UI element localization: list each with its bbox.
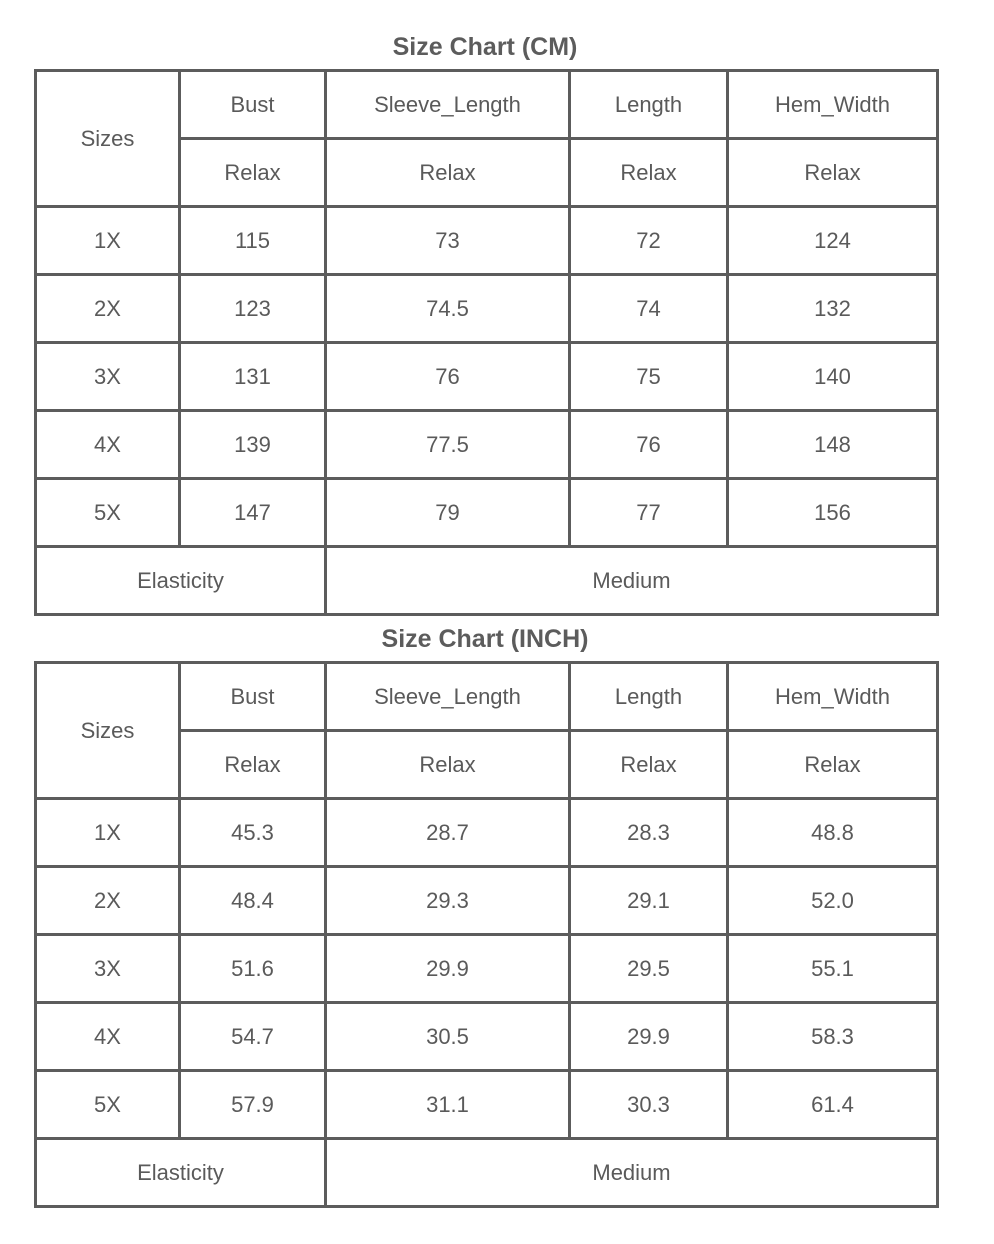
subheader-sleeve-length: Relax bbox=[327, 732, 571, 800]
column-header-bust: Bust bbox=[181, 664, 327, 732]
bust-cell: 51.6 bbox=[181, 936, 327, 1004]
table-row bbox=[37, 1004, 939, 1072]
table-row bbox=[37, 208, 939, 276]
length-cell: 28.3 bbox=[571, 800, 729, 868]
header-row bbox=[37, 664, 939, 732]
size-cell: 1X bbox=[37, 800, 181, 868]
length-cell: 29.9 bbox=[571, 1004, 729, 1072]
sleeve-length-cell: 74.5 bbox=[327, 276, 571, 344]
table-row bbox=[37, 276, 939, 344]
sizes-header: Sizes bbox=[37, 72, 181, 208]
length-cell: 29.1 bbox=[571, 868, 729, 936]
size-cell: 4X bbox=[37, 1004, 181, 1072]
table-row bbox=[37, 344, 939, 412]
bust-cell: 57.9 bbox=[181, 1072, 327, 1140]
size-cell: 3X bbox=[37, 344, 181, 412]
subheader-hem-width: Relax bbox=[729, 140, 939, 208]
table-row bbox=[37, 480, 939, 548]
column-header-hem-width: Hem_Width bbox=[729, 664, 939, 732]
length-cell: 76 bbox=[571, 412, 729, 480]
sizes-header: Sizes bbox=[37, 664, 181, 800]
sleeve-length-cell: 31.1 bbox=[327, 1072, 571, 1140]
size-chart-inch-table bbox=[34, 661, 939, 1208]
bust-cell: 45.3 bbox=[181, 800, 327, 868]
hem-width-cell: 48.8 bbox=[729, 800, 939, 868]
hem-width-cell: 124 bbox=[729, 208, 939, 276]
subheader-length: Relax bbox=[571, 140, 729, 208]
sleeve-length-cell: 73 bbox=[327, 208, 571, 276]
size-cell: 4X bbox=[37, 412, 181, 480]
column-header-sleeve-length: Sleeve_Length bbox=[327, 72, 571, 140]
length-cell: 75 bbox=[571, 344, 729, 412]
length-cell: 29.5 bbox=[571, 936, 729, 1004]
hem-width-cell: 156 bbox=[729, 480, 939, 548]
subheader-bust: Relax bbox=[181, 732, 327, 800]
sleeve-length-cell: 29.9 bbox=[327, 936, 571, 1004]
elasticity-value: Medium bbox=[327, 548, 939, 616]
footer-row bbox=[37, 548, 939, 616]
subheader-length: Relax bbox=[571, 732, 729, 800]
bust-cell: 54.7 bbox=[181, 1004, 327, 1072]
header-row bbox=[37, 72, 939, 140]
length-cell: 74 bbox=[571, 276, 729, 344]
hem-width-cell: 58.3 bbox=[729, 1004, 939, 1072]
sleeve-length-cell: 28.7 bbox=[327, 800, 571, 868]
sleeve-length-cell: 30.5 bbox=[327, 1004, 571, 1072]
bust-cell: 131 bbox=[181, 344, 327, 412]
subheader-hem-width: Relax bbox=[729, 732, 939, 800]
column-header-sleeve-length: Sleeve_Length bbox=[327, 664, 571, 732]
subheader-bust: Relax bbox=[181, 140, 327, 208]
size-chart-cm-table bbox=[34, 69, 939, 616]
size-cell: 3X bbox=[37, 936, 181, 1004]
elasticity-label: Elasticity bbox=[37, 548, 327, 616]
table-row bbox=[37, 800, 939, 868]
elasticity-value: Medium bbox=[327, 1140, 939, 1208]
size-cell: 5X bbox=[37, 480, 181, 548]
table-row bbox=[37, 412, 939, 480]
column-header-hem-width: Hem_Width bbox=[729, 72, 939, 140]
sleeve-length-cell: 79 bbox=[327, 480, 571, 548]
column-header-length: Length bbox=[571, 72, 729, 140]
size-cell: 2X bbox=[37, 868, 181, 936]
column-header-bust: Bust bbox=[181, 72, 327, 140]
hem-width-cell: 61.4 bbox=[729, 1072, 939, 1140]
bust-cell: 123 bbox=[181, 276, 327, 344]
elasticity-label: Elasticity bbox=[37, 1140, 327, 1208]
size-cell: 2X bbox=[37, 276, 181, 344]
subheader-sleeve-length: Relax bbox=[327, 140, 571, 208]
bust-cell: 139 bbox=[181, 412, 327, 480]
hem-width-cell: 55.1 bbox=[729, 936, 939, 1004]
sleeve-length-cell: 77.5 bbox=[327, 412, 571, 480]
length-cell: 77 bbox=[571, 480, 729, 548]
table-row bbox=[37, 1072, 939, 1140]
bust-cell: 115 bbox=[181, 208, 327, 276]
footer-row bbox=[37, 1140, 939, 1208]
column-header-length: Length bbox=[571, 664, 729, 732]
bust-cell: 48.4 bbox=[181, 868, 327, 936]
size-cell: 5X bbox=[37, 1072, 181, 1140]
hem-width-cell: 148 bbox=[729, 412, 939, 480]
table-row bbox=[37, 868, 939, 936]
size-cell: 1X bbox=[37, 208, 181, 276]
hem-width-cell: 52.0 bbox=[729, 868, 939, 936]
size-chart-inch-title: Size Chart (INCH) bbox=[381, 625, 589, 653]
sleeve-length-cell: 76 bbox=[327, 344, 571, 412]
hem-width-cell: 132 bbox=[729, 276, 939, 344]
size-chart-cm-title: Size Chart (CM) bbox=[392, 33, 578, 61]
length-cell: 30.3 bbox=[571, 1072, 729, 1140]
length-cell: 72 bbox=[571, 208, 729, 276]
hem-width-cell: 140 bbox=[729, 344, 939, 412]
table-row bbox=[37, 936, 939, 1004]
sleeve-length-cell: 29.3 bbox=[327, 868, 571, 936]
bust-cell: 147 bbox=[181, 480, 327, 548]
